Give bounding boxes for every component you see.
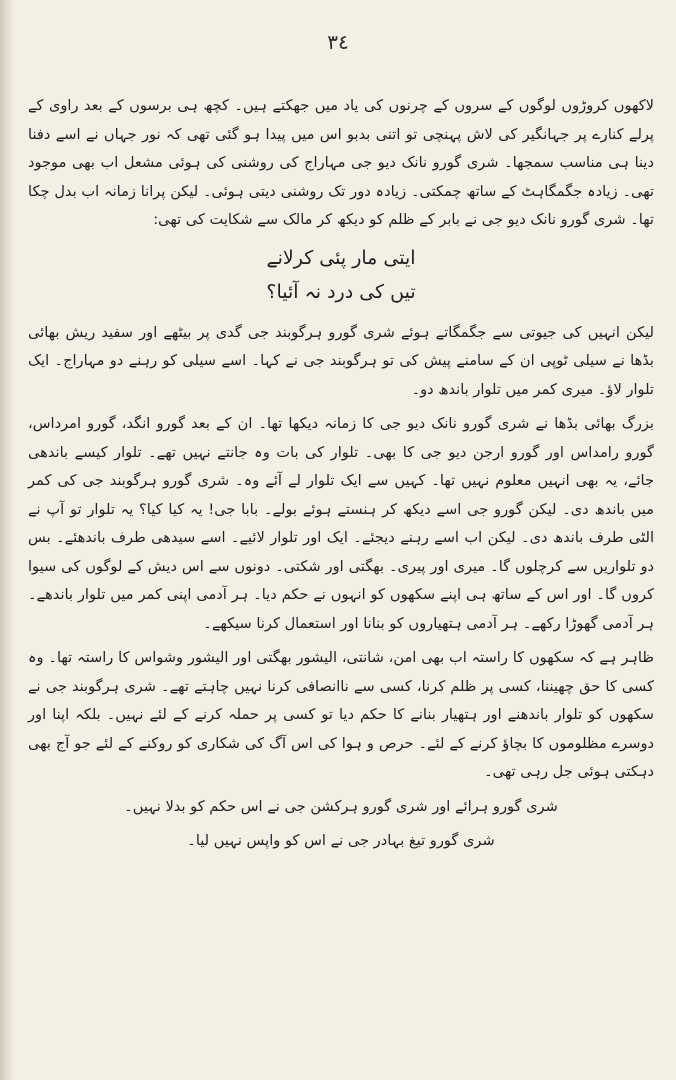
paragraph: لاکھوں کروڑوں لوگوں کے سروں کے چرنوں کی یاد میں جھکتے ہیں۔ کچھ ہی برسوں کے بعد راوی کے پرلے کنارے پر جہانگیر کی لاش پہنچی تو اتنی بدبو اس میں پیدا ہو گئی تھی کہ نور جہاں نے اسے دفنا دینا ہی مناسب سمجھا۔ شری گورو نانک دیو جی مہاراج کی روشنی کی ہوئی مشعل اب بھی موجود تھی۔ زیادہ جگمگاہٹ کے ساتھ چمکتی۔ زیادہ دور تک روشنی دیتی ہوئی۔ لیکن پرانا زمانہ اب بدل چکا تھا۔ شری گورو نانک دیو جی نے بابر کے ظلم کو دیکھ کر مالک سے شکایت کی تھی: — [28, 97, 654, 228]
verse-line: ایتی مار پئی کرلانے — [266, 246, 416, 269]
closing-line: شری گورو ہرائے اور شری گورو ہرکشن جی نے اس حکم کو بدلا نہیں۔ — [124, 797, 558, 815]
paragraph: ظاہر ہے کہ سکھوں کا راستہ اب بھی امن، شانتی، الیشور بھگتی اور الیشور وشواس کا راستہ تھا۔ وہ کسی کا حق چھیننا، کسی پر ظلم کرنا، کسی سے ناانصافی کرنا نہیں چاہتے تھے۔ شری ہرگوبند جی نے سکھوں کو تلوار باندھنے اور ہتھیار بنانے کا حکم دیا تو کسی پر حملہ کرنے کے لئے نہیں۔ بلکہ اپنا اور دوسرے مظلوموں کا بچاؤ کرنے کے لئے۔ حرص و ہوا کی اس آگ کی شکاری کو روکنے کے لئے جو آج بھی دہکتی ہوئی جل رہی تھی۔ — [28, 649, 654, 780]
page-text — [28, 92, 654, 862]
binding-shadow — [0, 0, 14, 1080]
paragraph: لیکن انہیں کی جیوتی سے جگمگاتے ہوئے شری گورو ہرگوبند جی گدی پر بیٹھے اور سفید ریش بھائی بڈھا نے سیلی ٹوپی ان کے سامنے پیش کی تو ہرگوبند جی نے کہا۔ اسے سیلی کو رہنے دو مہاراج۔ ایک تلوار لاؤ۔ میری کمر میں تلوار باندھ دو۔ — [28, 323, 654, 398]
verse-line: تیں کی درد نہ آئیا؟ — [266, 280, 416, 303]
page-number: ٣٤ — [327, 30, 349, 54]
verse — [28, 241, 654, 309]
paragraph: بزرگ بھائی بڈھا نے شری گورو نانک دیو جی کا زمانہ دیکھا تھا۔ ان کے بعد گورو انگد، گورو امرداس، گورو رامداس اور گورو ارجن دیو جی کا بھی۔ تلوار کی بات وہ جانتے نہیں تھے۔ تلوار کیسے باندھی جائے، یہ بھی انہیں معلوم نہیں تھا۔ کہیں سے ایک تلوار لے آئے وہ۔ شری گورو ہرگوبند جی کی کمر میں باندھ دی۔ لیکن گورو جی اسے دیکھ کر ہنستے ہوئے بولے۔ بابا جی! یہ کیا کیا؟ یہ تلوار تو آپ نے الٹی طرف باندھ دی۔ لیکن اب اسے رہنے دیجئے۔ ایک اور تلوار لائیے۔ اسے سیدھی طرف باندھئے۔ بس دو تلواریں سے کرچلوں گا۔ میری اور پیری۔ بھگتی اور شکتی۔ دونوں سے اس دیش کے لوگوں کی سیوا کروں گا۔ اور اس کے ساتھ ہی اپنے سکھوں کو انہوں نے حکم دیا۔ ہر آدمی اپنی کمر میں تلوار باندھے۔ ہر آدمی گھوڑا رکھے۔ ہر آدمی ہتھیاروں کو بنانا اور استعمال کرنا سیکھے۔ — [28, 415, 654, 632]
closing-line: شری گورو تیغ بہادر جی نے اس کو واپس نہیں لیا۔ — [187, 832, 495, 849]
